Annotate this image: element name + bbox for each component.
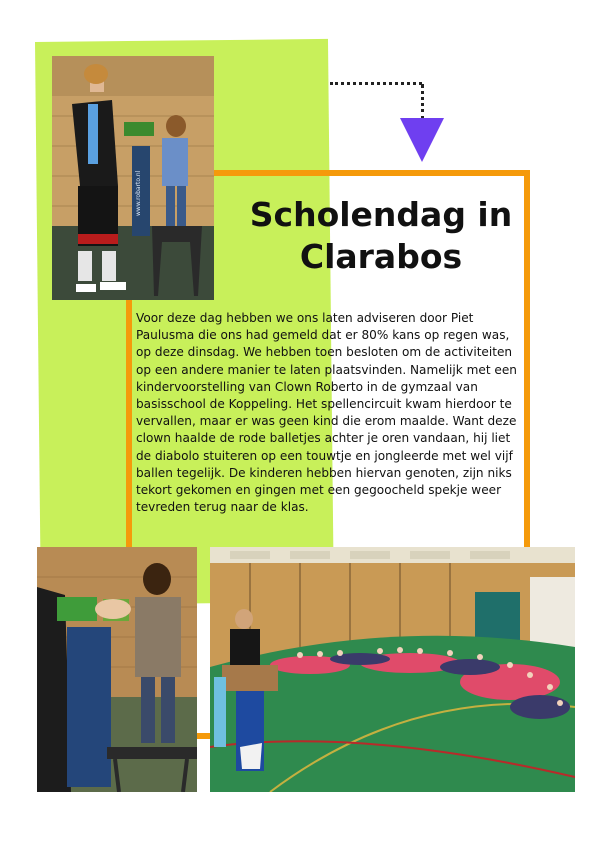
orange-frame-top: [212, 170, 530, 176]
orange-frame-stub: [196, 733, 210, 739]
photo-boy-on-chair: [37, 547, 197, 792]
down-arrow-icon: [400, 118, 444, 162]
article-title: [236, 194, 526, 278]
photo-clown-with-boy: [52, 56, 214, 300]
dotted-connector-horizontal: [330, 82, 422, 85]
photo-gym-audience: [210, 547, 575, 792]
title-line-1: Scholendag in: [249, 195, 513, 234]
dotted-connector-vertical: [421, 84, 424, 120]
title-line-2: Clarabos: [299, 237, 463, 276]
article-body: Voor deze dag hebben we ons laten adviseren door Piet Paulusma die ons had gemeld dat er 80% kans op regen was, op deze dinsdag. We hebben toen besloten om de activiteiten op een andere manier te laten plaatsvinden. Namelijk met een kindervoorstelling van Clown Roberto in de gymzaal van basisschool de Koppeling. Het spellencircuit kwam hierdoor te vervallen, maar er was geen kind die erom maalde. Want deze clown haalde de rode balletjes achter je oren vandaan, hij liet de diabolo stuiteren op een touwtje en jongleerde met wel vijf ballen tegelijk. De kinderen hebben hiervan genoten, zijn niks tekort gekomen en gingen met een gegoocheld spekje weer tevreden terug naar de klas.: [136, 311, 517, 515]
orange-frame-left: [126, 300, 132, 548]
banner-text: www.robarto.nl: [135, 170, 142, 216]
